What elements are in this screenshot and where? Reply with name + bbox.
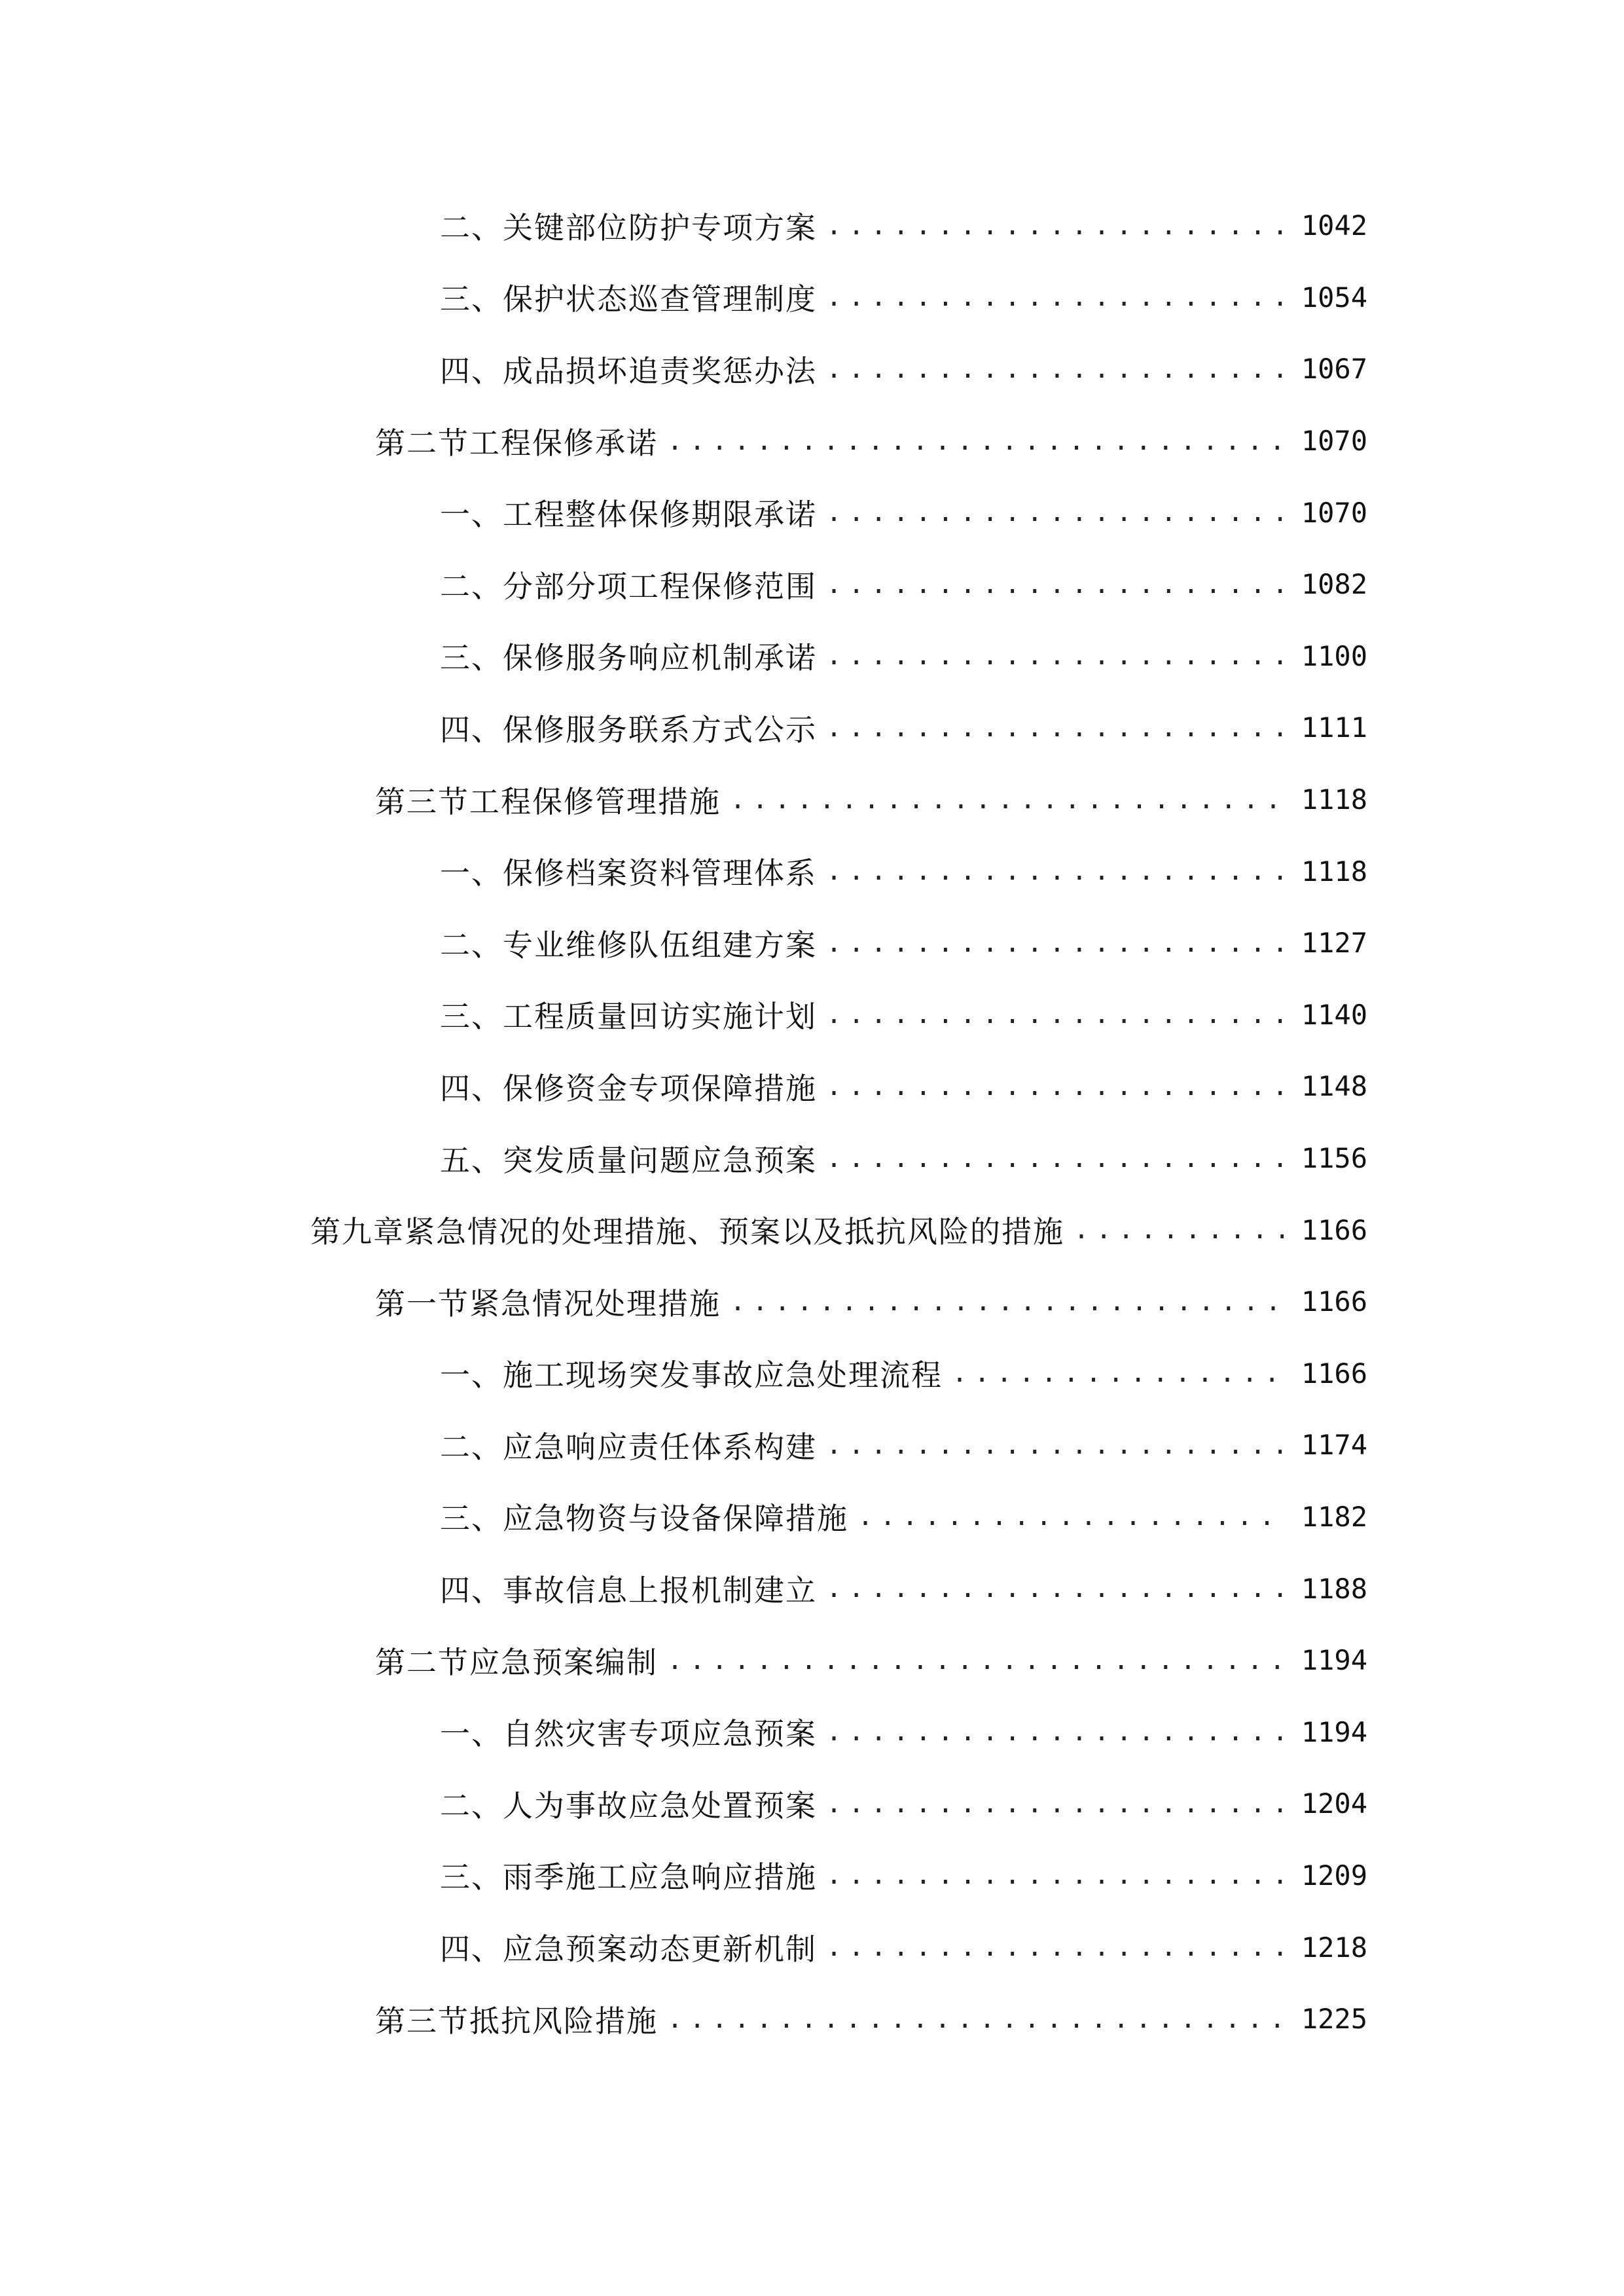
toc-entry-title: 紧急情况处理措施 — [469, 1285, 721, 1321]
toc-entry-page-number: 1209 — [1301, 1859, 1367, 1892]
toc-entry-number: 三、 — [440, 1859, 503, 1895]
toc-dot-leader — [826, 1715, 1284, 1749]
toc-dot-leader — [826, 854, 1284, 888]
toc-subsection-entry[interactable] — [0, 692, 1624, 764]
toc-entry-title: 应急预案动态更新机制 — [503, 1931, 817, 1967]
toc-dot-leader — [952, 1356, 1284, 1390]
toc-entry-page-number: 1166 — [1301, 1213, 1367, 1246]
toc-entry-page-number: 1204 — [1301, 1787, 1367, 1820]
toc-section-entry[interactable] — [0, 1266, 1624, 1338]
toc-entry-number: 第一节 — [375, 1285, 469, 1321]
toc-entry-page-number: 1111 — [1301, 711, 1367, 744]
toc-dot-leader — [826, 1069, 1284, 1103]
toc-dot-leader — [730, 1285, 1284, 1319]
toc-subsection-entry[interactable] — [0, 1481, 1624, 1553]
toc-entry-page-number: 1166 — [1301, 1285, 1367, 1318]
toc-entry-number: 第二节 — [375, 1644, 469, 1680]
toc-entry-number: 第九章 — [310, 1214, 405, 1250]
toc-entry-title: 抵抗风险措施 — [469, 2003, 658, 2039]
toc-entry-page-number: 1118 — [1301, 783, 1367, 816]
toc-entry-page-number: 1225 — [1301, 2003, 1367, 2036]
toc-entry-number: 三、 — [440, 281, 503, 317]
toc-entry-number: 一、 — [440, 1357, 503, 1393]
toc-entry-page-number: 1182 — [1301, 1500, 1367, 1533]
toc-entry-number: 第三节 — [375, 2003, 469, 2039]
toc-entry-number: 四、 — [440, 353, 503, 389]
toc-dot-leader — [826, 1428, 1284, 1462]
toc-entry-title: 工程整体保修期限承诺 — [503, 497, 817, 533]
toc-entry-page-number: 1218 — [1301, 1931, 1367, 1964]
toc-dot-leader — [826, 567, 1284, 601]
toc-subsection-entry[interactable] — [0, 620, 1624, 692]
toc-entry-title: 工程保修管理措施 — [469, 783, 721, 819]
toc-entry-title: 人为事故应急处置预案 — [503, 1787, 817, 1823]
toc-entry-title: 保修档案资料管理体系 — [503, 855, 817, 891]
toc-entry-number: 四、 — [440, 1931, 503, 1967]
toc-section-entry[interactable] — [0, 764, 1624, 836]
toc-subsection-entry[interactable] — [0, 1050, 1624, 1122]
toc-entry-number: 一、 — [440, 497, 503, 533]
toc-entry-number: 一、 — [440, 1716, 503, 1752]
toc-entry-number: 四、 — [440, 1070, 503, 1106]
toc-section-entry[interactable] — [0, 1983, 1624, 2055]
toc-subsection-entry[interactable] — [0, 979, 1624, 1051]
toc-dot-leader — [826, 1930, 1284, 1964]
toc-entry-number: 第二节 — [375, 425, 469, 461]
toc-subsection-entry[interactable] — [0, 1840, 1624, 1912]
toc-dot-leader — [826, 1858, 1284, 1892]
toc-entry-number: 三、 — [440, 640, 503, 676]
toc-entry-title: 应急预案编制 — [469, 1644, 658, 1680]
toc-entry-title: 成品损坏追责奖惩办法 — [503, 353, 817, 389]
toc-dot-leader — [667, 424, 1284, 458]
toc-dot-leader — [857, 1499, 1284, 1534]
toc-dot-leader — [826, 280, 1284, 314]
toc-entry-number: 二、 — [440, 1787, 503, 1823]
toc-subsection-entry[interactable] — [0, 548, 1624, 620]
toc-entry-number: 第三节 — [375, 783, 469, 819]
toc-entry-number: 三、 — [440, 1501, 503, 1537]
toc-entry-title: 事故信息上报机制建立 — [503, 1573, 817, 1609]
toc-entry-page-number: 1082 — [1301, 568, 1367, 601]
toc-subsection-entry[interactable] — [0, 333, 1624, 405]
toc-entry-page-number: 1148 — [1301, 1070, 1367, 1103]
toc-entry-page-number: 1194 — [1301, 1715, 1367, 1748]
toc-entry-number: 一、 — [440, 855, 503, 891]
toc-entry-page-number: 1118 — [1301, 855, 1367, 888]
toc-entry-title: 专业维修队伍组建方案 — [503, 927, 817, 963]
toc-entry-page-number: 1067 — [1301, 353, 1367, 386]
toc-entry-title: 施工现场突发事故应急处理流程 — [503, 1357, 943, 1393]
toc-entry-title: 应急物资与设备保障措施 — [503, 1501, 848, 1537]
toc-entry-number: 四、 — [440, 711, 503, 747]
toc-entry-number: 三、 — [440, 999, 503, 1035]
toc-entry-title: 突发质量问题应急预案 — [503, 1142, 817, 1178]
toc-subsection-entry[interactable] — [0, 1911, 1624, 1983]
toc-entry-number: 二、 — [440, 927, 503, 963]
toc-dot-leader — [826, 639, 1284, 673]
toc-subsection-entry[interactable] — [0, 1696, 1624, 1768]
toc-entry-number: 二、 — [440, 209, 503, 245]
toc-entry-number: 五、 — [440, 1142, 503, 1178]
toc-entry-title: 分部分项工程保修范围 — [503, 568, 817, 604]
toc-subsection-entry[interactable] — [0, 835, 1624, 907]
toc-subsection-entry[interactable] — [0, 1409, 1624, 1481]
toc-dot-leader — [1074, 1213, 1284, 1247]
toc-entry-title: 工程质量回访实施计划 — [503, 999, 817, 1035]
toc-dot-leader — [826, 997, 1284, 1031]
toc-entry-title: 雨季施工应急响应措施 — [503, 1859, 817, 1895]
toc-entry-number: 四、 — [440, 1573, 503, 1609]
toc-entry-title: 保修服务联系方式公示 — [503, 711, 817, 747]
toc-subsection-entry[interactable] — [0, 1338, 1624, 1410]
toc-entry-title: 保修服务响应机制承诺 — [503, 640, 817, 676]
toc-entry-title: 工程保修承诺 — [469, 425, 658, 461]
toc-dot-leader — [826, 1141, 1284, 1175]
toc-dot-leader — [667, 2002, 1284, 2036]
table-of-contents — [0, 190, 1624, 2054]
toc-entry-page-number: 1070 — [1301, 496, 1367, 529]
toc-subsection-entry[interactable] — [0, 476, 1624, 548]
toc-entry-page-number: 1140 — [1301, 998, 1367, 1031]
toc-entry-page-number: 1156 — [1301, 1142, 1367, 1175]
toc-entry-number: 二、 — [440, 1429, 503, 1465]
toc-entry-page-number: 1042 — [1301, 209, 1367, 242]
toc-dot-leader — [730, 783, 1284, 817]
toc-subsection-entry[interactable] — [0, 907, 1624, 979]
toc-dot-leader — [826, 1571, 1284, 1605]
toc-dot-leader — [667, 1643, 1284, 1677]
toc-dot-leader — [826, 209, 1284, 243]
toc-entry-page-number: 1127 — [1301, 927, 1367, 960]
toc-section-entry[interactable] — [0, 405, 1624, 477]
toc-dot-leader — [826, 1787, 1284, 1821]
toc-entry-title: 应急响应责任体系构建 — [503, 1429, 817, 1465]
toc-subsection-entry[interactable] — [0, 1768, 1624, 1840]
toc-entry-title: 自然灾害专项应急预案 — [503, 1716, 817, 1752]
toc-entry-title: 紧急情况的处理措施、预案以及抵抗风险的措施 — [405, 1214, 1064, 1250]
toc-entry-page-number: 1188 — [1301, 1572, 1367, 1605]
toc-entry-page-number: 1166 — [1301, 1357, 1367, 1390]
toc-entry-page-number: 1070 — [1301, 425, 1367, 457]
toc-entry-number: 二、 — [440, 568, 503, 604]
toc-subsection-entry[interactable] — [0, 190, 1624, 262]
toc-dot-leader — [826, 352, 1284, 386]
toc-entry-page-number: 1054 — [1301, 281, 1367, 314]
toc-entry-title: 保修资金专项保障措施 — [503, 1070, 817, 1106]
toc-subsection-entry[interactable] — [0, 1552, 1624, 1624]
toc-entry-title: 关键部位防护专项方案 — [503, 209, 817, 245]
toc-dot-leader — [826, 926, 1284, 960]
toc-entry-page-number: 1100 — [1301, 639, 1367, 672]
toc-dot-leader — [826, 495, 1284, 529]
toc-dot-leader — [826, 711, 1284, 745]
toc-subsection-entry[interactable] — [0, 262, 1624, 334]
toc-subsection-entry[interactable] — [0, 1122, 1624, 1194]
toc-entry-title: 保护状态巡查管理制度 — [503, 281, 817, 317]
toc-entry-page-number: 1194 — [1301, 1644, 1367, 1677]
toc-chapter-entry[interactable] — [0, 1194, 1624, 1266]
toc-entry-page-number: 1174 — [1301, 1429, 1367, 1462]
toc-section-entry[interactable] — [0, 1624, 1624, 1696]
